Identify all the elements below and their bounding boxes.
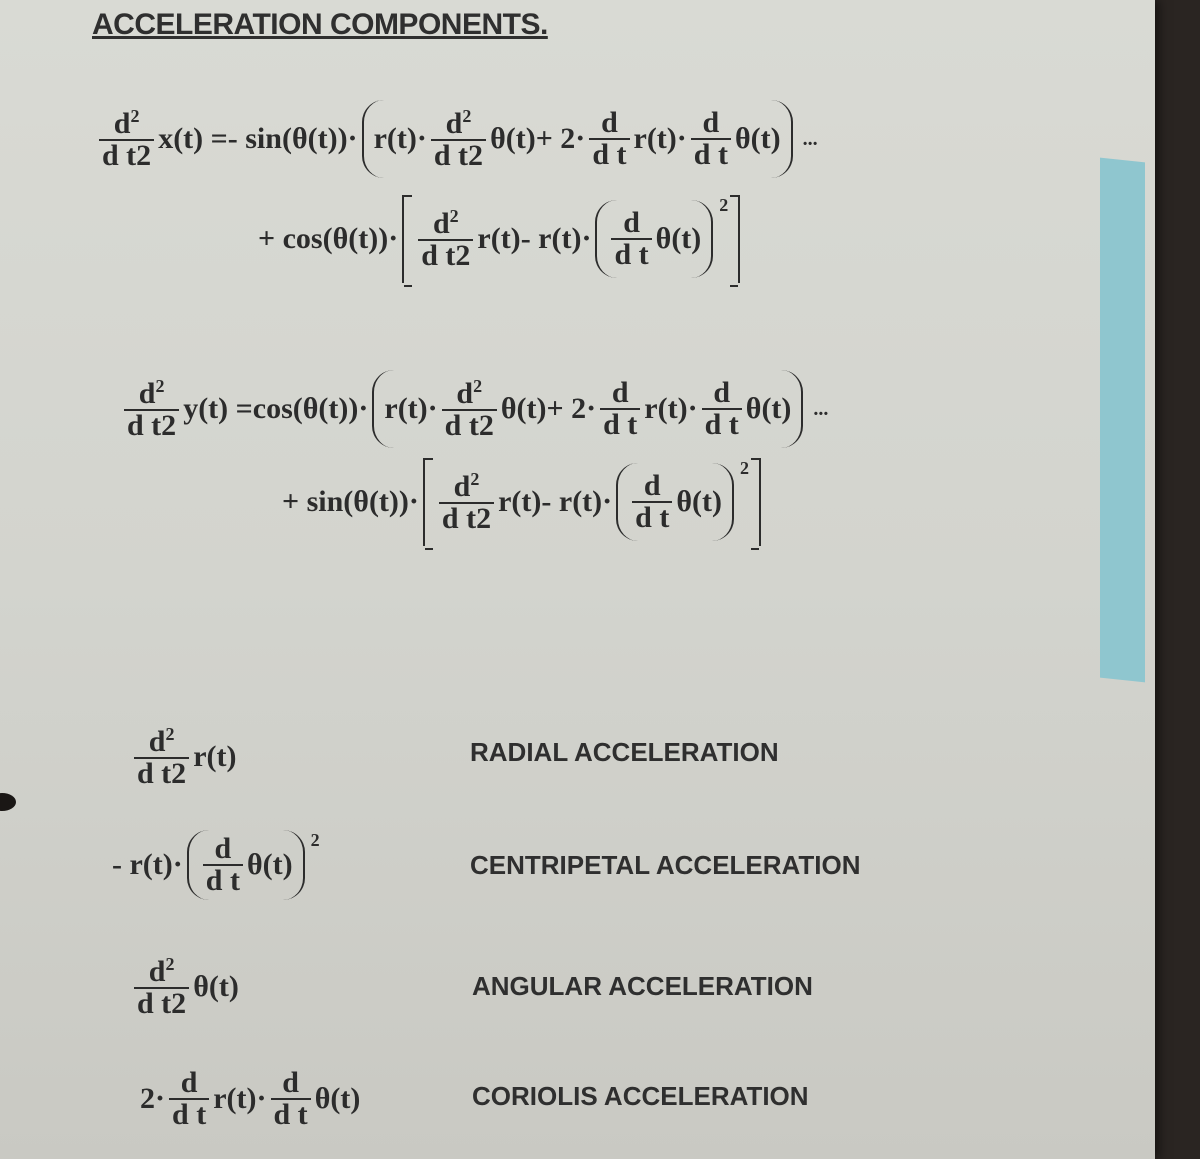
punch-hole [0,793,16,811]
label-centripetal: CENTRIPETAL ACCELERATION [470,850,861,880]
equation-x-line2: + cos(θ(t))· $\frac{d^2}{\text{d t2}}$ r(t) - r(t)· $\frac{d}{\text{d t}}$ θ(t) 2 [258,195,744,283]
page-tab [1100,158,1145,683]
centripetal-term: - r(t)· $\frac{d}{\text{d t}}$ θ(t) 2 [112,830,320,900]
equation-x-line1: $\frac{d^2}{\text{d t2}}$ x(t) = - sin(θ(t))· r(t)· $\frac{d^2}{\text{d t2}}$ θ(t) + 2· $\frac{d}{\text{d t}}$ r(t)· $\frac{d}{\text{d t}}$ θ(t) ... [95,100,818,178]
coriolis-term: 2· $\frac{d}{\text{d t}}$ r(t)· $\frac{d}{\text{d t}}$ θ(t) [140,1066,361,1131]
equation-y-line1: $\frac{d^2}{\text{d t2}}$ y(t) = cos(θ(t))· r(t)· $\frac{d^2}{\text{d t2}}$ θ(t) + 2· $\frac{d}{\text{d t}}$ r(t)· $\frac{d}{\text{d t}}$ θ(t) ... [120,370,828,448]
radial-term: $\frac{d^2}{\text{d t2}}$ r(t) [130,725,236,789]
angular-term: $\frac{d^2}{\text{d t2}}$ θ(t) [130,955,239,1019]
label-radial: RADIAL ACCELERATION [470,737,779,767]
equation-y-line2: + sin(θ(t))· $\frac{d^2}{\text{d t2}}$ r(t) - r(t)· $\frac{d}{\text{d t}}$ θ(t) 2 [282,458,765,546]
label-coriolis: CORIOLIS ACCELERATION [472,1081,809,1111]
page-title: ACCELERATION COMPONENTS. [92,8,548,41]
label-angular: ANGULAR ACCELERATION [472,971,813,1001]
second-derivative-operator: $\frac{d^2}{\text{d t2}}$ [99,107,154,171]
